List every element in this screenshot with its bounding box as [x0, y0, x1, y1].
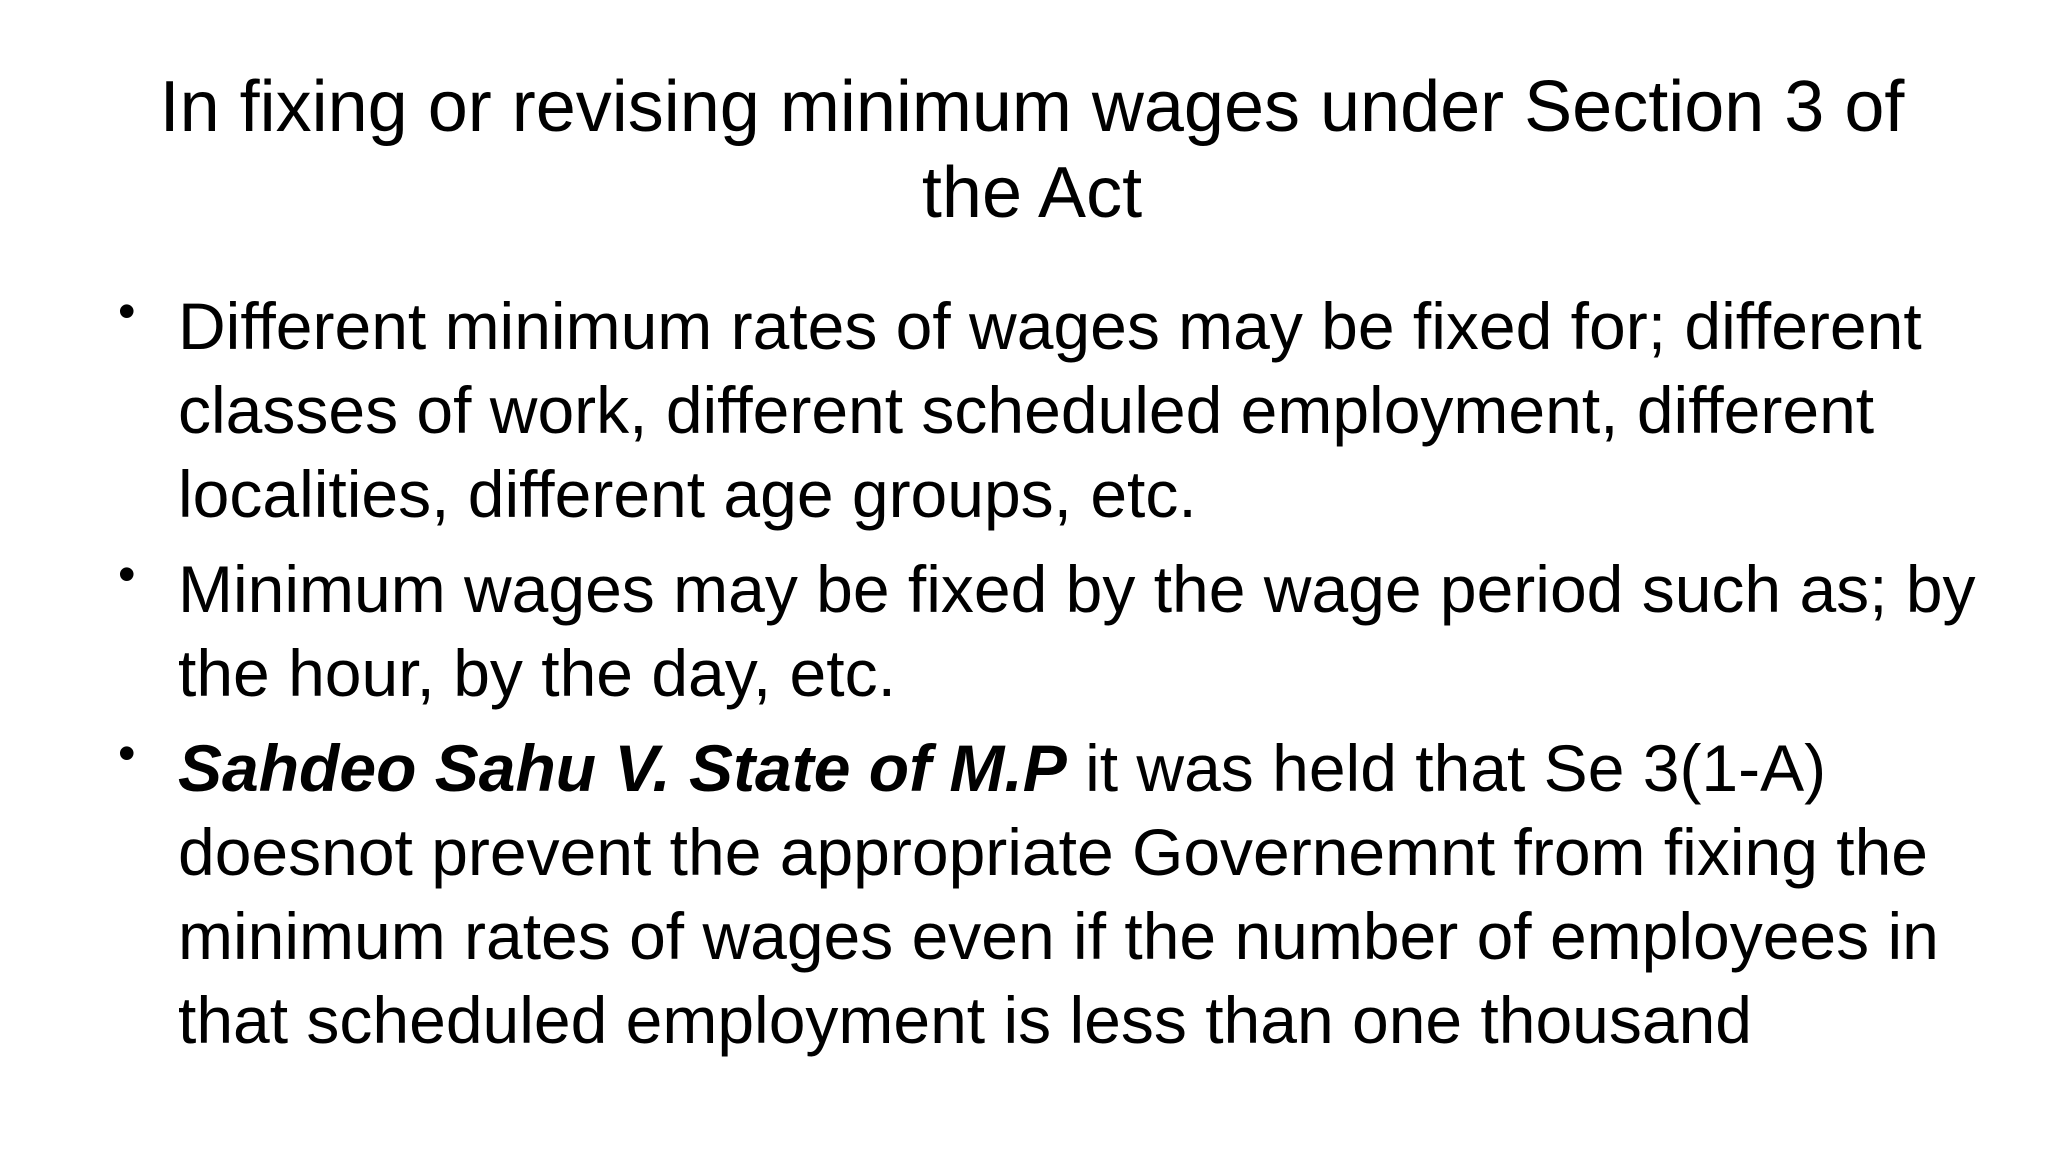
bullet-dot-icon: •: [118, 546, 136, 602]
slide-title: In fixing or revising minimum wages under Section 3 of the Act: [159, 67, 1905, 233]
bullet-text: it was held that Se 3(1-A) doesnot prevent the appropriate Governemnt from fixing the minimum rates of wages even if the number of employees in that scheduled employment is less than one thousand: [178, 731, 1939, 1057]
bullet-item: [0, 547, 2048, 715]
bullet-text: Different minimum rates of wages may be fixed for; different classes of work, different scheduled employment, different localities, different age groups, etc.: [178, 289, 1922, 531]
bullet-text: Minimum wages may be fixed by the wage period such as; by the hour, by the day, etc.: [178, 552, 1976, 710]
bullet-item: [0, 726, 2048, 1062]
case-citation: Sahdeo Sahu V. State of M.P: [178, 731, 1067, 805]
bullet-dot-icon: •: [118, 283, 136, 339]
bullet-dot-icon: •: [118, 725, 136, 781]
bullet-list: [0, 284, 2048, 1073]
bullet-item: [0, 284, 2048, 536]
